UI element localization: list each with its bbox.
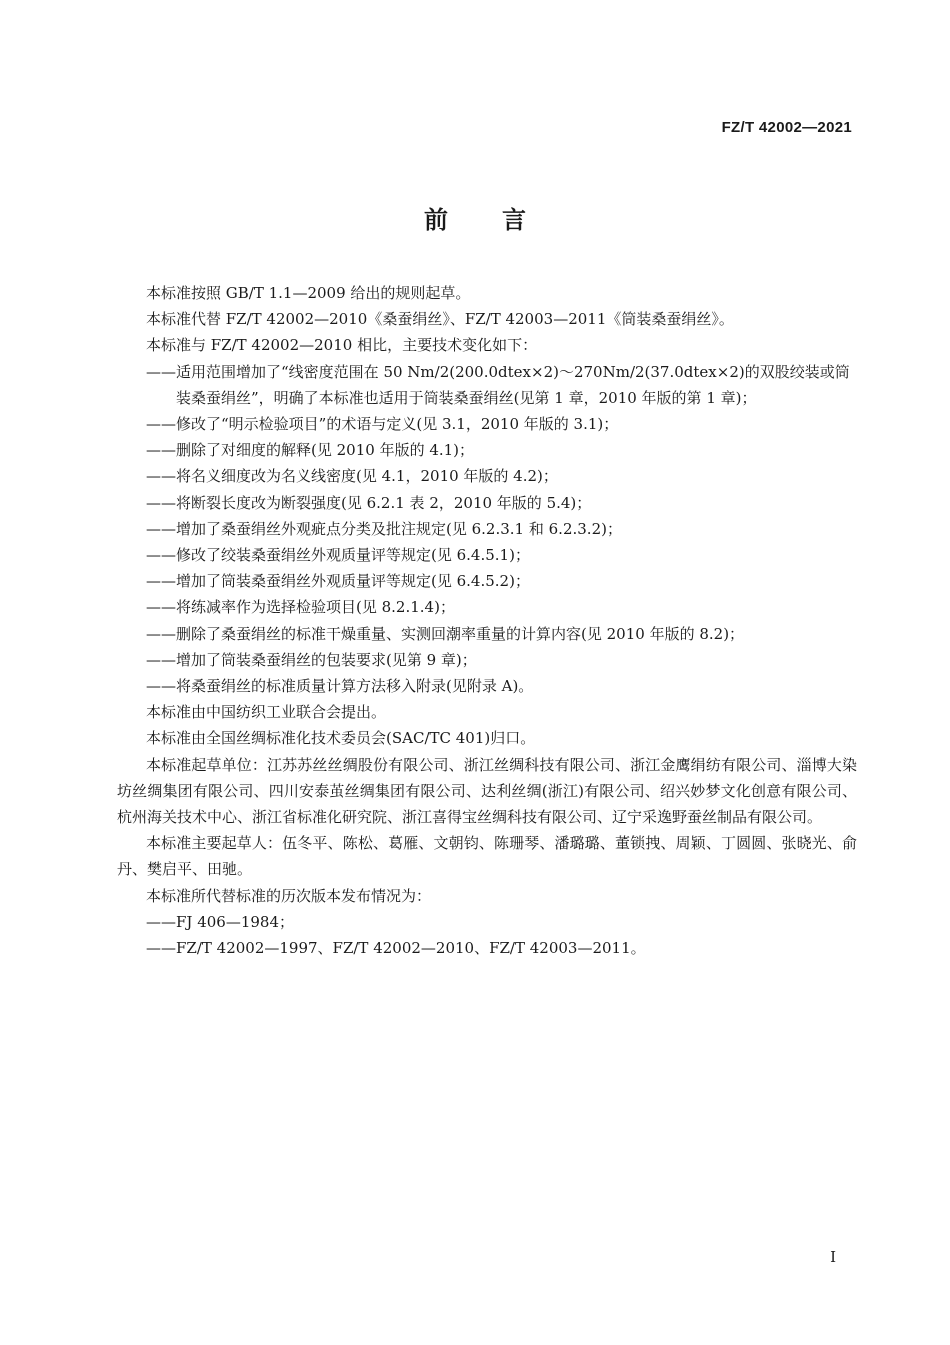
paragraph-drafting-rules: 本标准按照 GB/T 1.1—2009 给出的规则起草。: [146, 284, 471, 302]
list-item: ——FJ 406—1984；: [146, 912, 294, 931]
list-item: ——FZ/T 42002—1997、FZ/T 42002—2010、FZ/T 42003—2011。: [146, 939, 646, 958]
list-item: ——增加了筒装桑蚕绢丝的包装要求(见第 9 章)；: [146, 650, 477, 669]
paragraph-technical-committee: 本标准由全国丝绸标准化技术委员会(SAC/TC 401)归口。: [146, 729, 536, 748]
list-item: ——修改了“明示检验项目”的术语与定义(见 3.1，2010 年版的 3.1)；: [146, 415, 619, 434]
list-item: ——将名义细度改为名义线密度(见 4.1，2010 年版的 4.2)；: [146, 467, 558, 486]
paragraph-history-intro: 本标准所代替标准的历次版本发布情况为：: [146, 886, 432, 905]
list-item: ——适用范围增加了“线密度范围在 50 Nm/2(200.0dtex×2)～270Nm/2(37.0dtex×2)的双股绞装或筒装桑蚕绢丝”，明确了本标准也适用于筒装桑蚕绢丝(见第 1 章，2010 年版的第 1 章)；: [146, 362, 850, 407]
paragraph-drafting-units: 本标准起草单位：江苏苏丝丝绸股份有限公司、浙江丝绸科技有限公司、浙江金鹰绢纺有限公司、淄博大染坊丝绸集团有限公司、四川安泰茧丝绸集团有限公司、达利丝绸(浙江)有限公司、绍兴妙梦文化创意有限公司、杭州海关技术中心、浙江省标准化研究院、浙江喜得宝丝绸科技有限公司、辽宁采逸野蚕丝制品有限公司。: [117, 755, 857, 827]
paragraph-changes-intro: 本标准与 FZ/T 42002—2010 相比，主要技术变化如下：: [146, 336, 538, 355]
list-item: ——修改了绞装桑蚕绢丝外观质量评等规定(见 6.4.5.1)；: [146, 546, 530, 565]
page-title: 前言: [424, 206, 580, 234]
list-item: ——删除了桑蚕绢丝的标准干燥重量、实测回潮率重量的计算内容(见 2010 年版的 8.2)；: [146, 624, 745, 643]
list-item: ——将练减率作为选择检验项目(见 8.2.1.4)；: [146, 598, 455, 617]
changes-list: [117, 359, 857, 700]
page-number: I: [830, 1248, 836, 1266]
paragraph-replaces: 本标准代替 FZ/T 42002—2010《桑蚕绢丝》、FZ/T 42003—2011《筒装桑蚕绢丝》。: [146, 310, 734, 329]
paragraph-proposer: 本标准由中国纺织工业联合会提出。: [146, 703, 387, 722]
list-item: ——增加了筒装桑蚕绢丝外观质量评等规定(见 6.4.5.2)；: [146, 572, 530, 591]
list-item: ——删除了对细度的解释(见 2010 年版的 4.1)；: [146, 441, 475, 460]
list-item: ——将断裂长度改为断裂强度(见 6.2.1 表 2，2010 年版的 5.4)；: [146, 493, 592, 512]
standard-number: FZ/T 42002—2021: [721, 119, 852, 136]
list-item: ——增加了桑蚕绢丝外观疵点分类及批注规定(见 6.2.3.1 和 6.2.3.2)；: [146, 519, 622, 538]
history-list: [117, 909, 857, 961]
paragraph-drafters: 本标准主要起草人：伍冬平、陈松、葛雁、文朝钧、陈珊琴、潘璐璐、董锁拽、周颖、丁圆圆、张晓光、俞丹、樊启平、田驰。: [117, 834, 857, 879]
list-item: ——将桑蚕绢丝的标准质量计算方法移入附录(见附录 A)。: [146, 677, 534, 696]
document-body: [117, 280, 857, 961]
